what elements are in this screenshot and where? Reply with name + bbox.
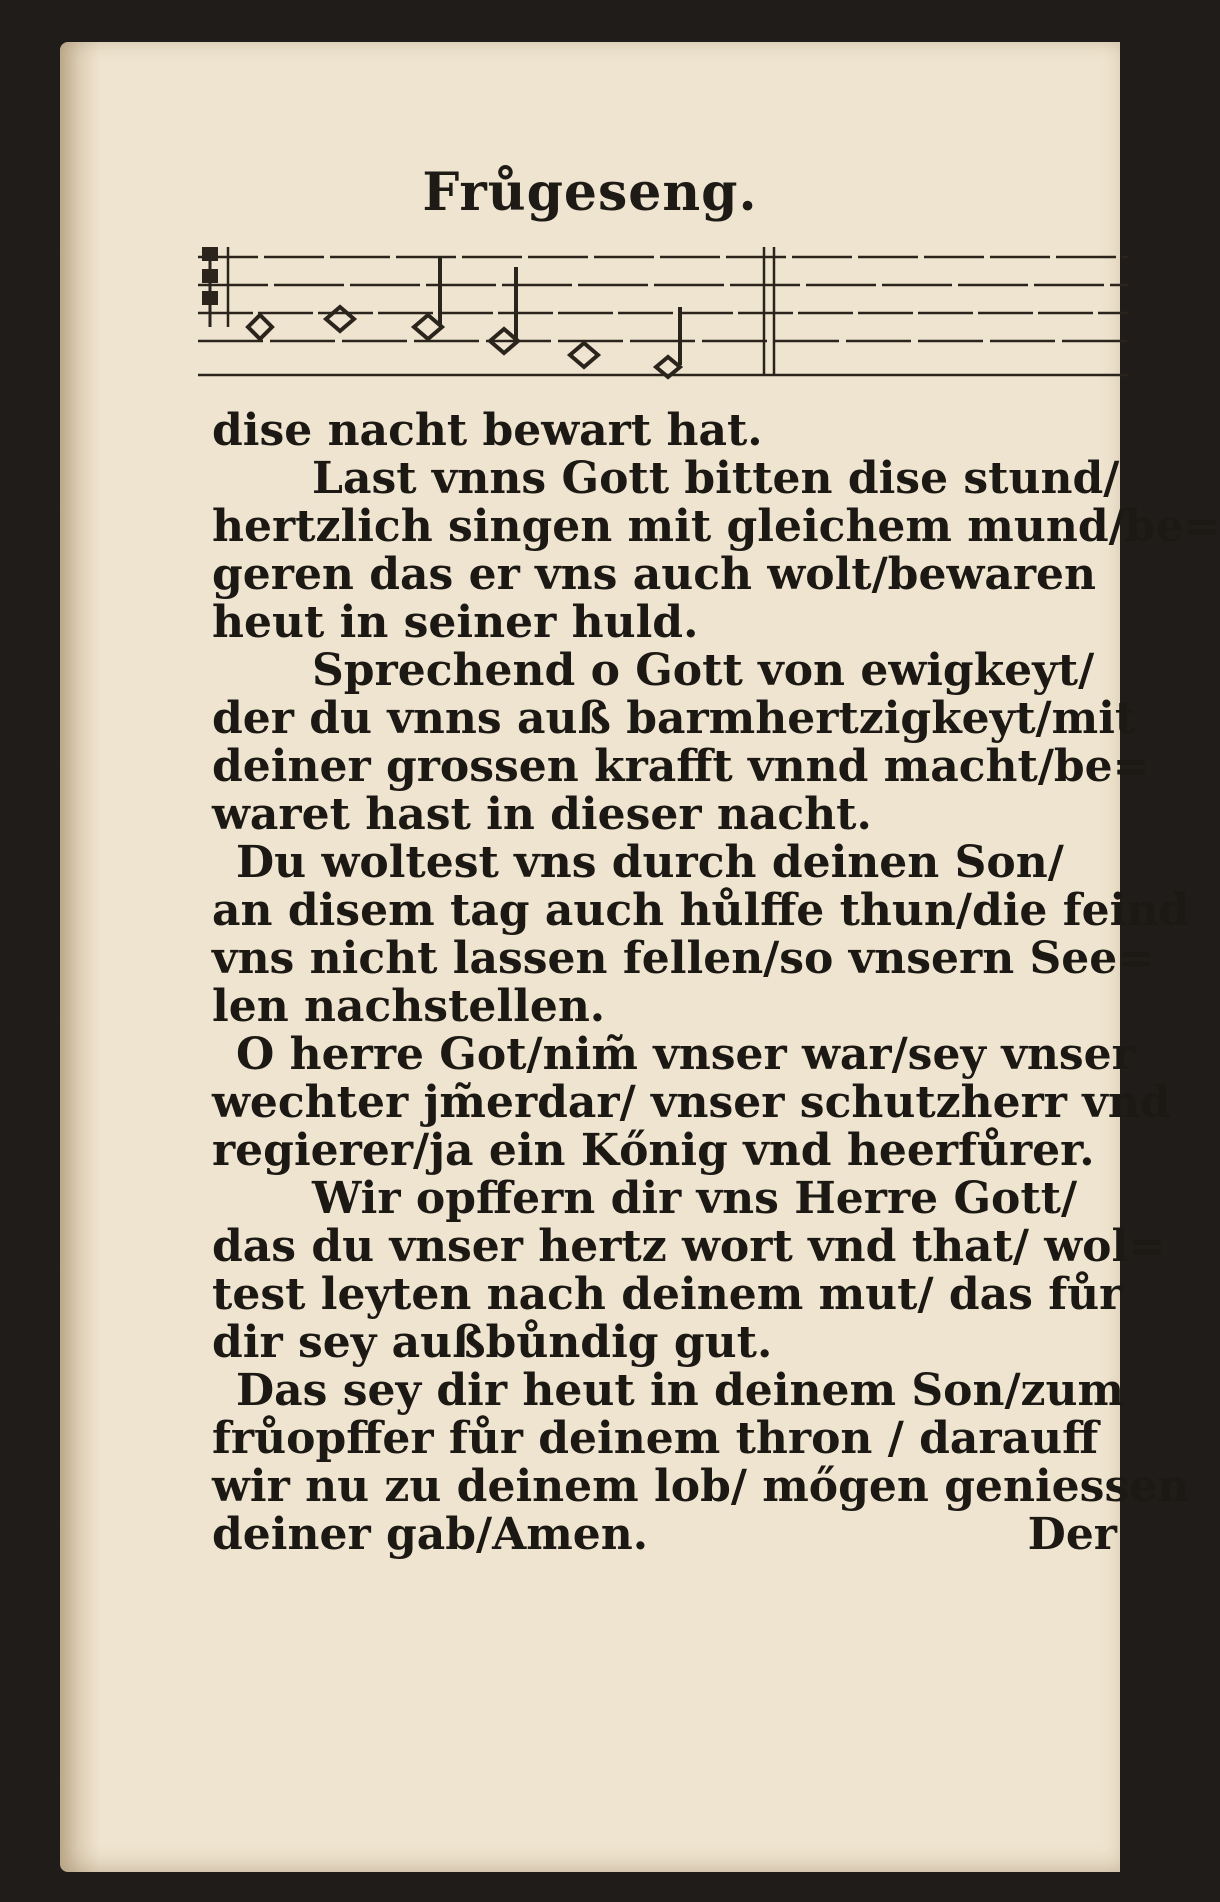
text-line: waret hast in dieser nacht.: [212, 789, 872, 840]
text-line: Du woltest vns durch deinen Son/: [236, 837, 1064, 888]
text-line: wir nu zu deinem lob/ mőgen geniessen: [212, 1461, 1190, 1512]
page-gutter-shadow: [60, 42, 100, 1872]
text-line: das du vnser hertz wort vnd that/ wol=: [212, 1221, 1166, 1272]
text-line: der du vnns auß barmhertzigkeyt/mit: [212, 693, 1136, 744]
catchword: Der: [1027, 1509, 1117, 1560]
text-line: Das sey dir heut in deinem Son/zum: [236, 1365, 1125, 1416]
text-line: len nachstellen.: [212, 981, 606, 1032]
text-line: hertzlich singen mit gleichem mund/be=: [212, 501, 1220, 552]
text-line: deiner grossen krafft vnnd macht/be=: [212, 741, 1150, 792]
text-line: dir sey außbůndig gut.: [212, 1317, 773, 1368]
hymn-text: [212, 405, 1220, 1560]
text-line: Last vnns Gott bitten dise stund/: [312, 453, 1120, 504]
book-page: [60, 42, 1220, 1872]
text-line: Wir opffern dir vns Herre Gott/: [312, 1173, 1078, 1224]
text-line: wechter jm̃erdar/ vnser schutzherr vnd: [212, 1077, 1171, 1128]
text-line: dise nacht bewart hat.: [212, 405, 763, 456]
text-line: regierer/ja ein Kőnig vnd heerfůrer.: [212, 1125, 1095, 1176]
text-line: an disem tag auch hůlffe thun/die feind: [212, 885, 1190, 936]
text-line: vns nicht lassen fellen/so vnsern See=: [212, 933, 1155, 984]
last-line-row: [212, 1511, 1117, 1559]
text-line: test leyten nach deinem mut/ das fůr: [212, 1269, 1123, 1320]
text-line: geren das er vns auch wolt/bewaren: [212, 549, 1096, 600]
text-line: heut in seiner huld.: [212, 597, 699, 648]
text-line: O herre Got/nim̃ vnser war/sey vnser: [236, 1029, 1135, 1080]
page-title: Frůgeseng.: [422, 162, 758, 223]
text-line: Sprechend o Gott von ewigkeyt/: [312, 645, 1095, 696]
text-line: deiner gab/Amen.: [212, 1509, 649, 1560]
music-staff: [198, 247, 1128, 387]
text-line: frůopffer fůr deinem thron / darauff: [212, 1413, 1099, 1464]
